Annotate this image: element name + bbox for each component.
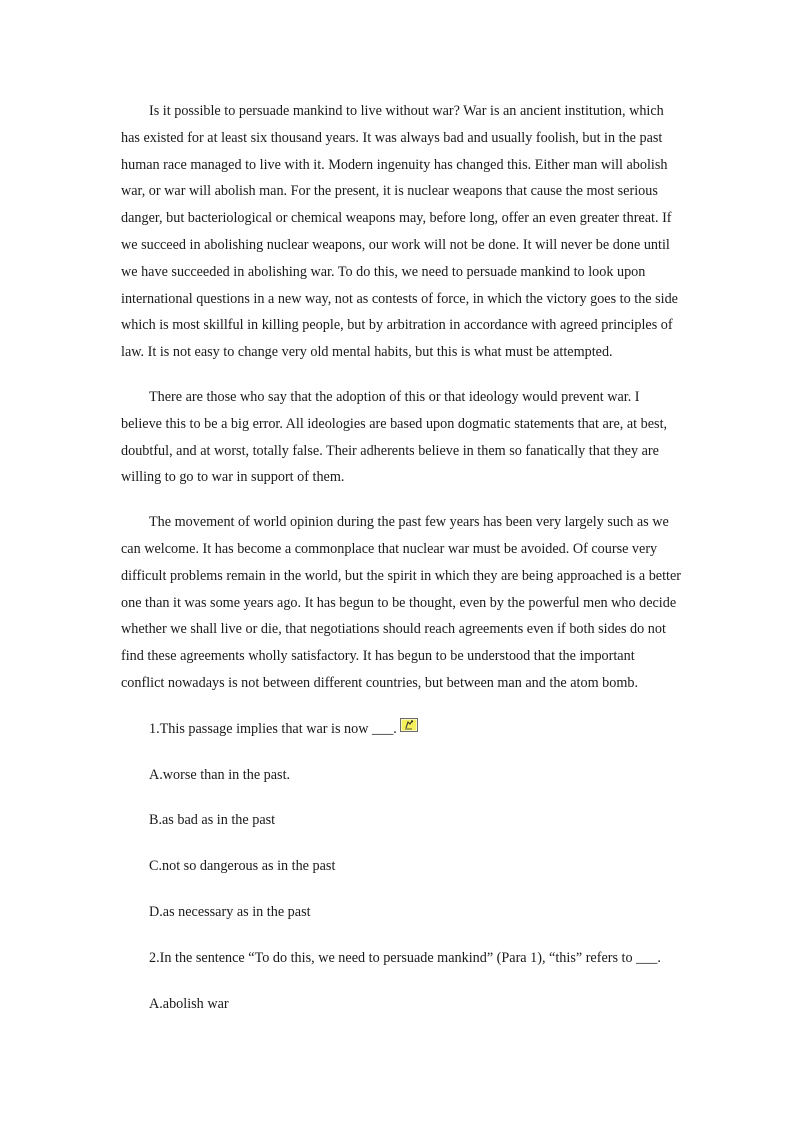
question-2-option-a[interactable]: A.abolish war	[149, 995, 229, 1012]
hint-icon[interactable]	[400, 715, 418, 729]
question-1-option-d[interactable]: D.as necessary as in the past	[149, 903, 311, 920]
question-1-option-b[interactable]: B.as bad as in the past	[149, 812, 276, 829]
question-1-stem	[121, 715, 681, 742]
question-2	[121, 945, 681, 1017]
document-page	[121, 98, 681, 1036]
question-2-stem: 2.In the sentence “To do this, we need to persuade mankind” (Para 1), “this” refers to ___.	[149, 949, 661, 966]
paragraph-1: Is it possible to persuade mankind to live without war? War is an ancient institution, which has existed for at least six thousand years. It was always bad and usually foolish, but in the past human race managed to live with it. Modern ingenuity has changed this. Either man will abolish war, or war will abolish man. For the present, it is nuclear weapons that cause the most serious danger, but bacteriological or chemical weapons may, before long, offer an even greater threat. If we succeed in abolishing nuclear weapons, our work will not be done. It will never be done until we have succeeded in abolishing war. To do this, we need to persuade mankind to look upon international questions in a new way, not as contests of force, in which the victory goes to the side which is most skillful in killing people, but by arbitration in accordance with agreed principles of law. It is not easy to change very old mental habits, but this is what must be attempted.	[121, 103, 678, 361]
paragraph-3: The movement of world opinion during the past few years has been very largely such as we can welcome. It has become a commonplace that nuclear war must be avoided. Of course very difficult problems remain in the world, but the spirit in which they are being approached is a better one than it was some years ago. It has begun to be thought, even by the powerful men who decide whether we shall live or die, that negotiations should reach agreements even if both sides do not find these agreements wholly satisfactory. It has begun to be understood that the important conflict nowadays is not between different countries, but between man and the atom bomb.	[121, 514, 681, 691]
hint-icon-graphic	[400, 718, 418, 732]
question-1-option-c[interactable]: C.not so dangerous as in the past	[149, 858, 336, 875]
question-1-option-a[interactable]: A.worse than in the past.	[149, 766, 291, 783]
paragraph-2: There are those who say that the adoption of this or that ideology would prevent war. I believe this to be a big error. All ideologies are based upon dogmatic statements that are, at best, doubtful, and at worst, totally false. Their adherents believe in them so fanatically that they are willing to go to war in support of them.	[121, 388, 668, 486]
question-1	[121, 715, 681, 925]
question-1-stem-text: 1.This passage implies that war is now ___.	[149, 720, 397, 737]
